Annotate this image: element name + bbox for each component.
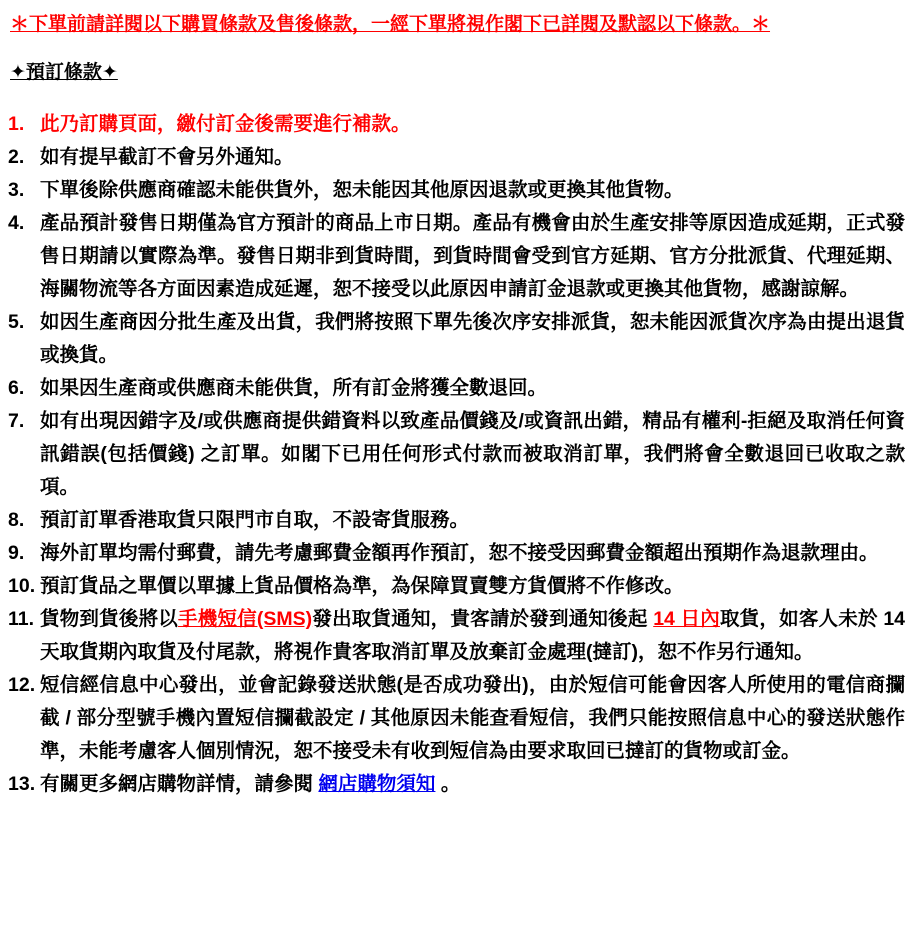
term-item — [8, 141, 905, 174]
term-text-segment: 發出取貨通知，貴客請於發到通知後起 — [312, 608, 654, 630]
preorder-terms-title: ✦預訂條款✦ — [10, 62, 118, 83]
term-item — [8, 570, 905, 603]
term-item — [8, 603, 905, 669]
term-number: 2. — [8, 146, 25, 168]
terms-list — [8, 108, 905, 801]
term-item — [8, 405, 905, 504]
term-text: 預訂訂單香港取貨只限門市自取，不設寄貨服務。 — [40, 509, 470, 531]
term-number: 4. — [8, 212, 25, 234]
term-number: 5. — [8, 311, 25, 333]
term-item — [8, 207, 905, 306]
term-text-segment: 有關更多網店購物詳情，請參閱 — [40, 773, 319, 795]
term-number: 13. — [8, 773, 36, 795]
term-text: 海外訂單均需付郵費，請先考慮郵費金額再作預訂，恕不接受因郵費金額超出預期作為退款理由。 — [40, 542, 879, 564]
term-text: 如有出現因錯字及/或供應商提供錯資料以致產品價錢及/或資訊出錯，精品有權利-拒絕及取消任何資訊錯誤(包括價錢) 之訂單。如閣下已用任何形式付款而被取消訂單，我們將會全數退回已收取之款項。 — [40, 410, 905, 498]
term-item — [8, 504, 905, 537]
term-number: 10. — [8, 575, 36, 597]
term-text: 如有提早截訂不會另外通知。 — [40, 146, 294, 168]
term-text: 此乃訂購頁面，繳付訂金後需要進行補款。 — [40, 113, 411, 135]
term-number: 6. — [8, 377, 25, 399]
term-number: 7. — [8, 410, 25, 432]
term-item — [8, 372, 905, 405]
term-item — [8, 108, 905, 141]
term-text-segment: 取貨，如客人未於 14 天取貨期內取貨及付尾款，將視作貴客取消訂單及放棄訂金處理(撻訂)，恕不作另行通知。 — [40, 608, 906, 663]
term-text: 產品預計發售日期僅為官方預計的商品上市日期。產品有機會由於生產安排等原因造成延期，正式發售日期請以實際為準。發售日期非到貨時間，到貨時間會受到官方延期、官方分批派貨、代理延期、海關物流等各方面因素造成延遲，恕不接受以此原因申請訂金退款或更換其他貨物，感謝諒解。 — [40, 212, 905, 300]
term-number: 3. — [8, 179, 25, 201]
term-item — [8, 768, 905, 801]
term-item — [8, 174, 905, 207]
term-text-segment: 。 — [435, 773, 461, 795]
term-number: 11. — [8, 608, 35, 630]
term-text: 如果因生產商或供應商未能供貨，所有訂金將獲全數退回。 — [40, 377, 548, 399]
purchase-notice: ＊下單前請詳閱以下購買條款及售後條款，一經下單將視作閣下已詳閱及默認以下條款。＊ — [10, 14, 771, 35]
term-number: 1. — [8, 113, 25, 135]
store-shopping-guide-link[interactable]: 網店購物須知 — [318, 773, 436, 795]
term-item — [8, 306, 905, 372]
pickup-deadline-highlight: 14 日內 — [653, 608, 720, 630]
term-number: 12. — [8, 674, 36, 696]
term-item — [8, 537, 905, 570]
term-text: 預訂貨品之單價以單據上貨品價格為準，為保障買賣雙方貨價將不作修改。 — [40, 575, 684, 597]
sms-highlight: 手機短信(SMS) — [178, 608, 313, 630]
term-text: 如因生產商因分批生產及出貨，我們將按照下單先後次序安排派貨，恕未能因派貨次序為由提出退貨或換貨。 — [40, 311, 905, 366]
term-text — [40, 603, 905, 669]
term-text — [40, 768, 905, 801]
term-item — [8, 669, 905, 768]
term-text: 下單後除供應商確認未能供貨外，恕未能因其他原因退款或更換其他貨物。 — [40, 179, 684, 201]
term-text-segment: 貨物到貨後將以 — [40, 608, 179, 630]
term-text: 短信經信息中心發出，並會記錄發送狀態(是否成功發出)，由於短信可能會因客人所使用的電信商攔截 / 部分型號手機內置短信攔截設定 / 其他原因未能查看短信，我們只能按照信息中心的發送狀態作準，未能考慮客人個別情況，恕不接受未有收到短信為由要求取回已撻訂的貨物或訂金。 — [40, 674, 905, 762]
term-number: 9. — [8, 542, 25, 564]
term-number: 8. — [8, 509, 25, 531]
